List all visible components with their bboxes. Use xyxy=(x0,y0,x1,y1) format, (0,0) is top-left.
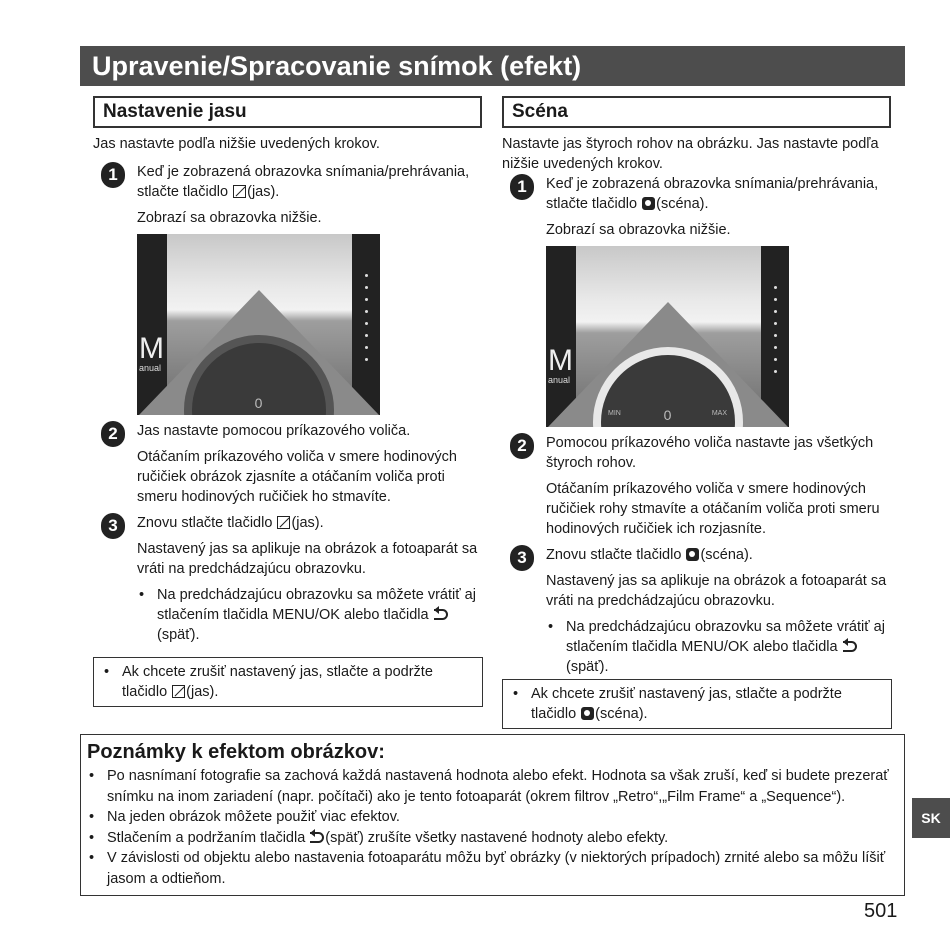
back-arrow-icon xyxy=(434,609,448,620)
left-camera-screen xyxy=(137,234,380,415)
scene-icon xyxy=(581,707,594,720)
max-label: MAX xyxy=(711,410,727,417)
step-number: 3 xyxy=(510,545,534,571)
left-step-3 xyxy=(93,513,488,645)
left-step3-text-end: (jas). xyxy=(291,515,324,531)
left-step3-sub: Nastavený jas sa aplikuje na obrázok a fotoaparát sa vráti na predchádzajúcu obrazovku. xyxy=(137,541,478,577)
right-column xyxy=(502,134,897,683)
right-step1-text-end: (scéna). xyxy=(656,196,709,212)
right-step1-text: Keď je zobrazená obrazovka snímania/prehrávania, stlačte tlačidlo xyxy=(546,176,879,212)
back-arrow-icon xyxy=(310,832,324,843)
notes-item: • Stlačením a podržaním tlačidla (späť) zrušíte všetky nastavené hodnoty alebo efekty. xyxy=(87,828,898,849)
min-label: MIN xyxy=(608,410,621,417)
page-title: Upravenie/Spracovanie snímok (efekt) xyxy=(80,46,905,86)
section-heading-scene: Scéna xyxy=(502,96,891,128)
left-step1-text: Keď je zobrazená obrazovka snímania/prehrávania, stlačte tlačidlo xyxy=(137,164,470,200)
scene-icon xyxy=(686,548,699,561)
notes-item: • Po nasnímaní fotografie sa zachová každá nastavená hodnota alebo efekt. Hodnota sa však zruší, keď si budete prezerať snímku na inom zariadení (napr. počítači) ako je tento fotoaparát (okrem filtrov „Retro“,„Film Frame“ a „Sequence“). xyxy=(87,766,898,807)
right-step2-sub: Otáčaním príkazového voliča v smere hodinových ručičiek rohy stmavíte a otáčaním voliča proti smeru hodinových ručičiek ich rozjasníte. xyxy=(546,481,880,537)
left-step3-bullet: • Na predchádzajúcu obrazovku sa môžete vrátiť aj stlačením tlačidla MENU/OK alebo tlačidla (späť). xyxy=(137,585,488,645)
back-arrow-icon xyxy=(843,641,857,652)
left-step3-text: Znovu stlačte tlačidlo xyxy=(137,515,277,531)
left-column xyxy=(93,134,488,651)
scene-icon xyxy=(642,197,655,210)
language-tab: SK xyxy=(912,798,950,838)
step-number: 2 xyxy=(510,433,534,459)
section-heading-brightness: Nastavenie jasu xyxy=(93,96,482,128)
left-step-1 xyxy=(93,162,488,228)
left-step2-sub: Otáčaním príkazového voliča v smere hodinových ručičiek obrázok zjasníte a otáčaním voliča proti smeru hodinových ručičiek ho stmavíte. xyxy=(137,449,457,505)
mode-letter: M xyxy=(139,332,164,365)
right-note-text: Ak chcete zrušiť nastavený jas, stlačte a podržte tlačidlo xyxy=(531,686,842,722)
right-camera-screen xyxy=(546,246,789,427)
right-step3-sub: Nastavený jas sa aplikuje na obrázok a fotoaparát sa vráti na predchádzajúcu obrazovku. xyxy=(546,573,887,609)
value-readout: 0 xyxy=(663,407,672,423)
page-number: 501 xyxy=(864,900,898,922)
step-number: 1 xyxy=(510,174,534,200)
mode-sub: anual xyxy=(548,375,571,385)
left-note-box: • Ak chcete zrušiť nastavený jas, stlačte a podržte tlačidlo (jas). xyxy=(93,657,483,707)
right-step1-sub: Zobrazí sa obrazovka nižšie. xyxy=(546,222,731,238)
right-step3-text-end: (scéna). xyxy=(700,547,753,563)
brightness-icon xyxy=(277,516,290,529)
value-readout: 0 xyxy=(254,395,263,411)
left-step2-main: Jas nastavte pomocou príkazového voliča. xyxy=(137,423,411,439)
step-number: 2 xyxy=(101,421,125,447)
right-step-2 xyxy=(502,433,897,539)
brightness-icon xyxy=(233,185,246,198)
step-number: 3 xyxy=(101,513,125,539)
brightness-icon xyxy=(172,685,185,698)
left-step1-sub: Zobrazí sa obrazovka nižšie. xyxy=(137,210,322,226)
notes-item: • Na jeden obrázok môžete použiť viac efektov. xyxy=(87,807,898,828)
right-step3-text: Znovu stlačte tlačidlo xyxy=(546,547,686,563)
left-intro: Jas nastavte podľa nižšie uvedených krokov. xyxy=(93,136,380,152)
mode-letter: M xyxy=(548,344,573,377)
left-step-2 xyxy=(93,421,488,507)
right-step-1 xyxy=(502,174,897,240)
right-step-3 xyxy=(502,545,897,677)
mode-sub: anual xyxy=(139,363,162,373)
left-step1-text-end: (jas). xyxy=(247,184,280,200)
right-intro: Nastavte jas štyroch rohov na obrázku. Jas nastavte podľa nižšie uvedených krokov. xyxy=(502,136,879,172)
effects-notes-box xyxy=(80,734,905,896)
notes-item: • V závislosti od objektu alebo nastavenia fotoaparátu môžu byť obrázky (v niektorých prípadoch) zrnité alebo sa môžu líšiť jasom a odtieňom. xyxy=(87,848,898,889)
right-note-box: • Ak chcete zrušiť nastavený jas, stlačte a podržte tlačidlo (scéna). xyxy=(502,679,892,729)
right-step2-main: Pomocou príkazového voliča nastavte jas všetkých štyroch rohov. xyxy=(546,435,874,471)
right-step3-bullet: • Na predchádzajúcu obrazovku sa môžete vrátiť aj stlačením tlačidla MENU/OK alebo tlačidla (späť). xyxy=(546,617,897,677)
step-number: 1 xyxy=(101,162,125,188)
left-note-text: Ak chcete zrušiť nastavený jas, stlačte a podržte tlačidlo xyxy=(122,664,433,700)
notes-heading: Poznámky k efektom obrázkov: xyxy=(87,741,385,763)
